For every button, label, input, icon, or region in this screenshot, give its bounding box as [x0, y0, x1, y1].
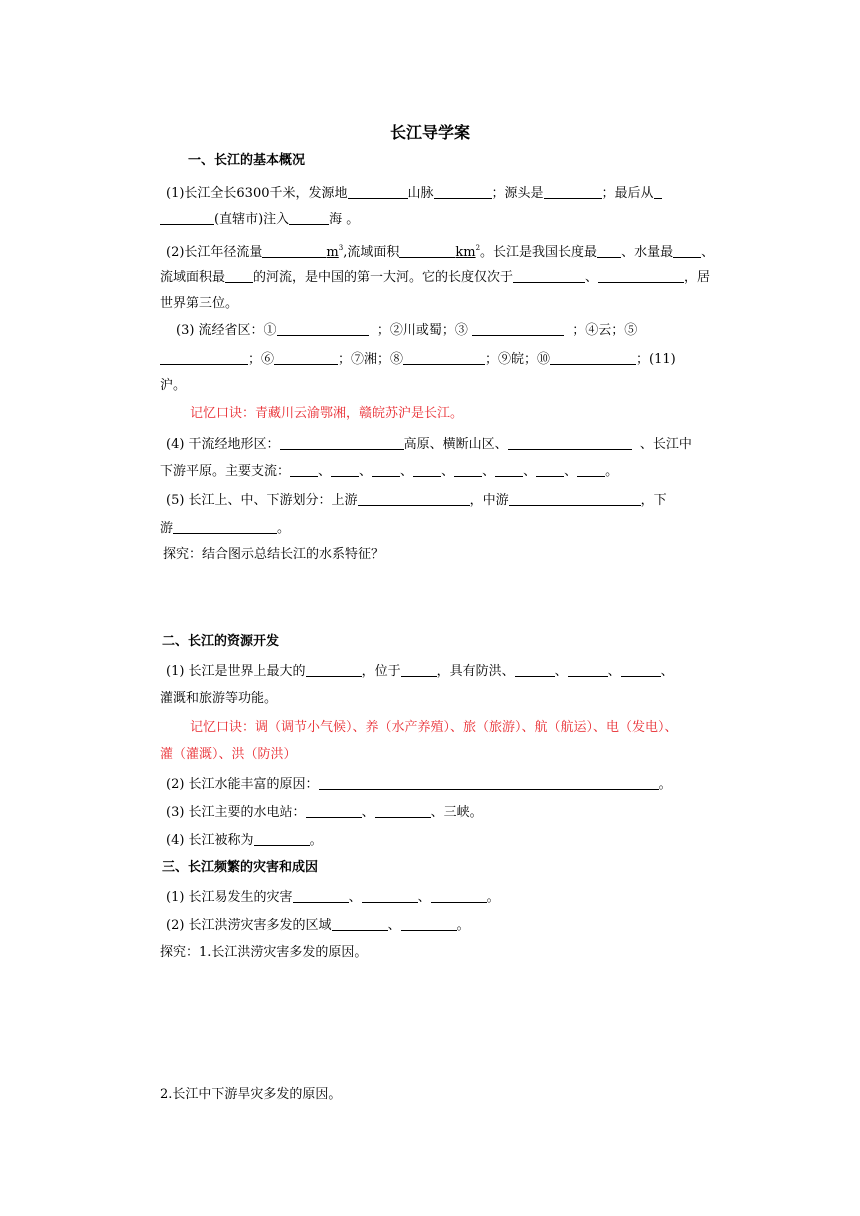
blank[interactable] — [454, 463, 482, 477]
blank[interactable] — [536, 463, 564, 477]
s1-q3-line1: (3) 流经省区：① ；②川或蜀；③ ；④云；⑤ — [176, 323, 638, 338]
blank[interactable] — [399, 244, 455, 258]
mnemonic-1: 记忆口诀：青藏川云渝鄂湘，赣皖苏沪是长江。 — [190, 406, 464, 421]
blank[interactable] — [358, 492, 470, 506]
blank[interactable] — [293, 889, 349, 903]
blank[interactable] — [508, 436, 632, 450]
section-2-heading: 二、长江的资源开发 — [162, 634, 280, 649]
blank[interactable] — [550, 351, 636, 365]
blank[interactable] — [621, 663, 661, 677]
blank[interactable] — [262, 244, 326, 258]
blank[interactable] — [319, 776, 659, 790]
blank[interactable] — [544, 185, 602, 199]
s1-q5-line1: (5) 长江上、中、下游划分：上游 ，中游 ，下 — [166, 493, 667, 508]
blank[interactable] — [673, 244, 701, 258]
section-3-heading: 三、长江频繁的灾害和成因 — [162, 860, 319, 875]
mnemonic-2-line1: 记忆口诀：调（调节小气候）、养（水产养殖）、旅（旅游）、航（航运）、电（发电）、 — [190, 720, 678, 735]
blank[interactable] — [160, 351, 248, 365]
blank[interactable] — [225, 269, 253, 283]
section-1-heading: 一、长江的基本概况 — [188, 153, 306, 168]
blank[interactable] — [472, 322, 564, 336]
s1-q2-line3: 世界第三位。 — [160, 296, 239, 311]
blank[interactable] — [160, 211, 214, 225]
s2-q2: (2) 长江水能丰富的原因： 。 — [166, 777, 672, 792]
blank[interactable] — [597, 244, 621, 258]
blank[interactable] — [306, 663, 362, 677]
blank[interactable] — [654, 185, 662, 199]
blank[interactable] — [431, 889, 487, 903]
blank[interactable] — [413, 463, 441, 477]
s2-q1-line2: 灌溉和旅游等功能。 — [160, 691, 278, 706]
s2-q4: (4) 长江被称为 。 — [166, 833, 323, 848]
s1-q2-line1: (2)长江年径流量 $m^3$,流域面积 $km^2$。长江是我国长度最 、水量最 、 — [166, 244, 715, 260]
blank[interactable] — [515, 663, 555, 677]
blank[interactable] — [509, 492, 641, 506]
s1-q1-line1: (1)长江全长6300千米，发源地 山脉 ；源头是 ；最后从 — [160, 185, 730, 202]
blank[interactable] — [434, 185, 492, 199]
s1-q2-line2: 流域面积最 的河流，是中国的第一大河。它的长度仅次于 、 ，居 — [160, 270, 711, 285]
page-title: 长江导学案 — [389, 123, 470, 142]
blank[interactable] — [348, 185, 408, 199]
s1-explore: 探究：结合图示总结长江的水系特征？ — [163, 547, 385, 562]
blank[interactable] — [290, 463, 318, 477]
s1-q3-line2: ；⑥ ；⑦湘；⑧ ；⑨皖；⑩ ；(11) — [160, 351, 730, 368]
blank[interactable] — [306, 804, 362, 818]
blank[interactable] — [568, 663, 608, 677]
blank[interactable] — [513, 269, 585, 283]
blank[interactable] — [401, 663, 437, 677]
blank[interactable] — [403, 351, 485, 365]
s1-q4-line1: (4) 干流经地形区： 高原、横断山区、 、长江中 — [166, 437, 692, 452]
blank[interactable] — [277, 322, 369, 336]
blank[interactable] — [289, 211, 329, 225]
blank[interactable] — [274, 351, 338, 365]
s1-q3-line3: 沪。 — [160, 378, 187, 393]
blank[interactable] — [332, 917, 388, 931]
s3-explore-2: 2.长江中下游旱灾多发的原因。 — [160, 1087, 342, 1102]
blank[interactable] — [598, 269, 684, 283]
s2-q3: (3) 长江主要的水电站： 、 、三峡。 — [166, 805, 483, 820]
blank[interactable] — [401, 917, 457, 931]
s3-explore-1: 探究：1.长江洪涝灾害多发的原因。 — [160, 945, 368, 960]
blank[interactable] — [362, 889, 418, 903]
blank[interactable] — [173, 520, 277, 534]
blank[interactable] — [331, 463, 359, 477]
s1-q4-line2: 下游平原。主要支流： 、 、 、 、 、 、 、 。 — [160, 464, 619, 479]
blank[interactable] — [280, 436, 404, 450]
blank[interactable] — [254, 832, 310, 846]
blank[interactable] — [375, 804, 431, 818]
blank[interactable] — [495, 463, 523, 477]
s3-q1: (1) 长江易发生的灾害 、 、 。 — [166, 890, 500, 905]
s1-q1-line2: (直辖市)注入 海 。 — [160, 211, 730, 228]
s1-q5-line2: 游 。 — [160, 521, 291, 536]
blank[interactable] — [577, 463, 605, 477]
s3-q2: (2) 长江洪涝灾害多发的区域 、 。 — [166, 918, 470, 933]
mnemonic-2-line2: 灌（灌溉）、洪（防洪） — [160, 747, 297, 762]
s2-q1-line1: (1) 长江是世界上最大的 ，位于 ，具有防洪、 、 、 、 — [166, 664, 674, 679]
blank[interactable] — [372, 463, 400, 477]
